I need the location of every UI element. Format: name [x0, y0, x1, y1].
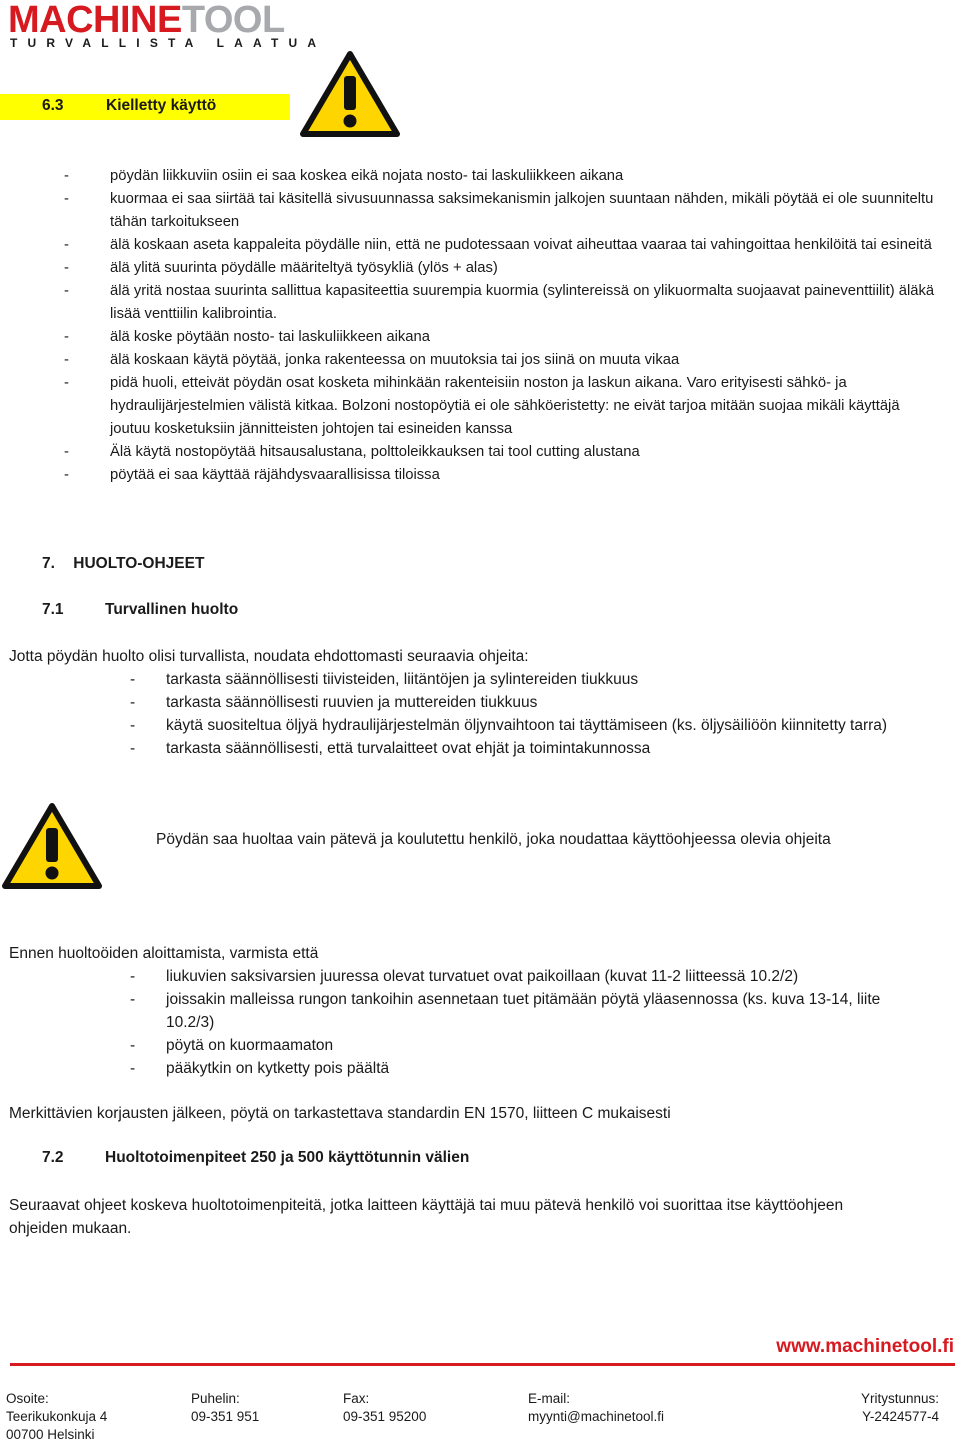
footer-phone — [191, 1390, 259, 1426]
logo-tagline: TURVALLISTA LAATUA — [10, 36, 327, 50]
section-title: Huoltotoimenpiteet 250 ja 500 käyttötunnin välien — [105, 1149, 470, 1166]
footer-email — [528, 1390, 664, 1426]
list-item: - tarkasta säännöllisesti ruuvien ja muttereiden tiukkuus — [130, 694, 538, 711]
footer-fax — [343, 1390, 426, 1426]
website-link[interactable]: www.machinetool.fi — [776, 1336, 954, 1357]
footer-divider — [10, 1363, 955, 1366]
footer-company-id — [861, 1390, 939, 1426]
list-item: - liukuvien saksivarsien juuressa olevat turvatuet ovat paikoillaan (kuvat 11-2 liitteessä 10.2/2) — [130, 968, 799, 985]
warning-triangle-icon — [2, 802, 102, 890]
prohibited-use-list — [64, 165, 939, 487]
list-item: - älä koskaan aseta kappaleita pöydälle niin, että ne pudotessaan voivat aiheuttaa vaaraa tai vahingoittaa henkilöitä tai esineitä — [64, 237, 932, 253]
company-logo — [8, 0, 326, 50]
before-maintenance-intro: Ennen huoltoöiden aloittamista, varmista että — [9, 945, 319, 962]
section-heading-6-3 — [0, 94, 290, 120]
list-item: - pääkytkin on kytketty pois päältä — [130, 1060, 390, 1077]
address-line1: Teerikukonkuja 4 — [6, 1409, 108, 1424]
list-item: - älä ylitä suurinta pöydälle määriteltyä työsykliä (ylös + alas) — [64, 260, 498, 276]
list-item: - käytä suositeltua öljyä hydraulijärjestelmän öljynvaihtoon tai täyttämiseen (ks. öljysäiliöön kiinnitetty tarra) — [130, 717, 888, 734]
before-maintenance-list — [130, 965, 930, 1080]
email-label: E-mail: — [528, 1391, 571, 1406]
list-item: - älä yritä nostaa suurinta sallittua kapasiteettia suurempia kuormia (sylintereissä on ylikuormalta suojaavat paineventtiilit) äläkä lisää venttiilin kalibrointia. — [64, 283, 935, 322]
list-item: - älä koske pöytään nosto- tai laskuliikkeen aikana — [64, 329, 430, 345]
list-item: - tarkasta säännöllisesti, että turvalaitteet ovat ehjät ja toimintakunnossa — [130, 740, 651, 757]
phone-label: Puhelin: — [191, 1391, 240, 1406]
footer-address — [6, 1390, 107, 1444]
address-line2: 00700 Helsinki — [6, 1427, 95, 1442]
company-id-value: Y-2424577-4 — [862, 1409, 939, 1424]
list-item: - joissakin malleissa rungon tankoihin asennetaan tuet pitämään pöytä yläasennossa (ks. kuva 13-14, liite 10.2/3) — [130, 991, 881, 1031]
qualified-person-warning: Pöydän saa huoltaa vain pätevä ja koulutettu henkilö, joka noudattaa käyttöohjeessa olevia ohjeita — [156, 831, 831, 848]
section-7-2-text: Seuraavat ohjeet koskeva huoltotoimenpiteitä, jotka laitteen käyttäjä tai muu pätevä henkilö voi suorittaa itse käyttöohjeen ohjeiden mukaan. — [9, 1197, 844, 1237]
warning-triangle-icon — [300, 50, 400, 138]
list-item: - pöydän liikkuviin osiin ei saa koskea eikä nojata nosto- tai laskuliikkeen aikana — [64, 168, 624, 184]
list-item: - kuormaa ei saa siirtää tai käsitellä sivusuunnassa saksimekanismin jalkojen suuntaan nähden, mikäli pöytää ei ole suunniteltu tähän tarkoitukseen — [64, 191, 934, 230]
section-heading-7-1 — [42, 601, 442, 619]
email-value[interactable]: myynti@machinetool.fi — [528, 1409, 665, 1424]
list-item: - tarkasta säännöllisesti tiivisteiden, liitäntöjen ja sylintereiden tiukkuus — [130, 671, 639, 688]
section-number: 7.1 — [42, 601, 64, 618]
after-repair-note: Merkittävien korjausten jälkeen, pöytä on tarkastettava standardin EN 1570, liitteen C mukaisesti — [9, 1105, 671, 1122]
section-number: 7. — [42, 555, 55, 572]
phone-value: 09-351 951 — [191, 1409, 260, 1424]
fax-value: 09-351 95200 — [343, 1409, 427, 1424]
section-number: 6.3 — [42, 97, 64, 114]
maintenance-intro: Jotta pöydän huolto olisi turvallista, noudata ehdottomasti seuraavia ohjeita: — [9, 648, 529, 665]
section-number: 7.2 — [42, 1149, 64, 1166]
section-title: HUOLTO-OHJEET — [73, 555, 205, 572]
logo-part-tool: TOOL — [181, 0, 285, 41]
list-item: - älä koskaan käytä pöytää, jonka rakenteessa on muutoksia tai jos siinä on muuta vikaa — [64, 352, 680, 368]
list-item: - Älä käytä nostopöytää hitsausalustana, polttoleikkauksen tai tool cutting alustana — [64, 444, 640, 460]
section-heading-7-2 — [42, 1149, 642, 1167]
maintenance-rules-list — [130, 668, 890, 760]
list-item: - pöytä on kuormaamaton — [130, 1037, 334, 1054]
address-label: Osoite: — [6, 1391, 49, 1406]
list-item: - pidä huoli, etteivät pöydän osat kosketa mihinkään rakenteisiin noston ja laskun aikana. Varo erityisesti sähkö- ja hydraulijärjestelmien välistä kitkaa. Bolzoni nostopöytiä ei ole sähköeristetty: ne eivät tarjoa mitään suojaa mikäli käyttäjä joutuu kosketuksiin jännitteisten johtojen tai esineiden kanssa — [64, 375, 900, 437]
section-title: Turvallinen huolto — [105, 601, 239, 618]
list-item: - pöytää ei saa käyttää räjähdysvaarallisissa tiloissa — [64, 467, 440, 483]
fax-label: Fax: — [343, 1391, 370, 1406]
section-heading-7 — [42, 555, 204, 573]
logo-part-machine: MACHINE — [8, 0, 182, 41]
company-id-label: Yritystunnus: — [860, 1391, 939, 1406]
section-title: Kielletty käyttö — [106, 97, 217, 114]
